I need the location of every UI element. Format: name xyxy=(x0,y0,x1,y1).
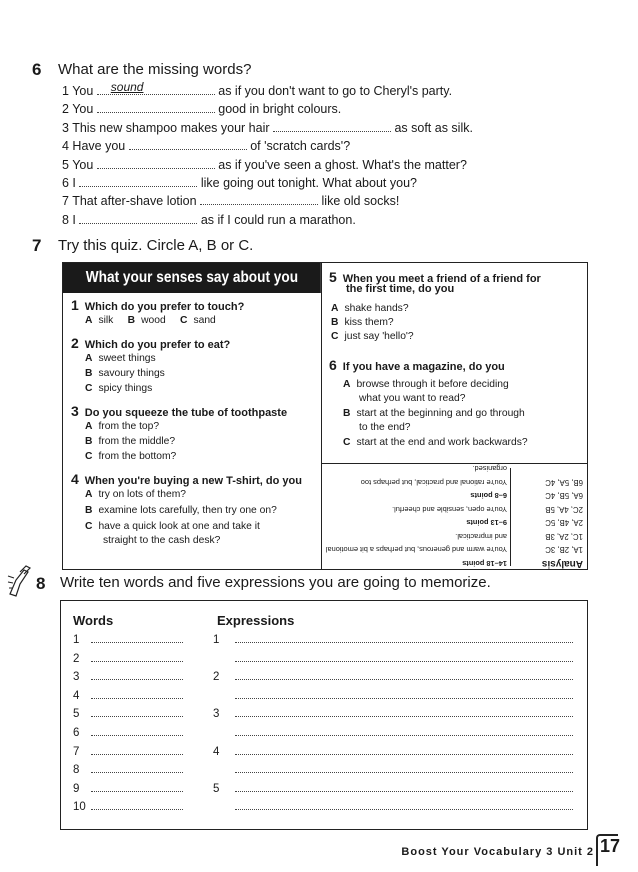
word-input-line[interactable] xyxy=(91,745,183,755)
page-number: 17 xyxy=(600,836,621,856)
word-input-line[interactable] xyxy=(91,689,183,699)
question-5-option-c[interactable]: C just say 'hello'? xyxy=(331,331,414,342)
question-2-option-a[interactable]: A sweet things xyxy=(85,353,156,364)
word-input-line[interactable] xyxy=(91,726,183,736)
exercise-6-title: What are the missing words? xyxy=(58,61,252,78)
word-row: 5 xyxy=(73,707,183,720)
word-row: 2 xyxy=(73,652,183,665)
blank-answer-field[interactable]: sound xyxy=(97,85,215,95)
footer-title: Boost Your Vocabulary 3 Unit 2 xyxy=(401,846,594,858)
expression-row xyxy=(213,652,573,665)
exercise-6-number: 6 xyxy=(32,60,42,79)
expression-input-line[interactable] xyxy=(235,652,573,662)
expression-row: 5 xyxy=(213,782,573,795)
analysis-results: 14–18 points You're warm and generous, but perhaps a bit emotional and impractical. 9–13 points You're open, sensible and cheerful. 6–8 points You're rational and practical, but perhaps too organised. xyxy=(325,464,507,568)
question-4-option-c-cont: straight to the cash desk? xyxy=(103,535,221,546)
question-5: 5 When you meet a friend of a friend for xyxy=(329,269,541,285)
expression-row: 3 xyxy=(213,707,573,720)
question-5-cont: the first time, do you xyxy=(346,283,455,295)
question-4: 4 When you're buying a new T-shirt, do you xyxy=(71,471,302,487)
blank-answer-field[interactable] xyxy=(273,122,391,132)
word-input-line[interactable] xyxy=(91,800,183,810)
word-row: 3 xyxy=(73,670,183,683)
exercise-6-line: 4 Have you of 'scratch cards'? xyxy=(62,139,351,154)
exercise-7-title: Try this quiz. Circle A, B or C. xyxy=(58,237,254,254)
word-row: 4 xyxy=(73,689,183,702)
exercise-6-line: 6 I like going out tonight. What about you? xyxy=(62,176,417,190)
question-4-option-c[interactable]: C have a quick look at one and take it xyxy=(85,521,260,532)
expression-input-line[interactable] xyxy=(235,689,573,699)
expression-input-line[interactable] xyxy=(235,800,573,810)
question-3-option-a[interactable]: A from the top? xyxy=(85,421,160,432)
exercise-8-title: Write ten words and five expressions you are going to memorize. xyxy=(60,574,491,591)
question-6: 6 If you have a magazine, do you xyxy=(329,357,505,373)
expression-row: 1 xyxy=(213,633,573,646)
exercise-6-line: 1 You sound as if you don't want to go to Cheryl's party. xyxy=(62,80,453,98)
question-4-option-b[interactable]: B examine lots carefully, then try one on? xyxy=(85,505,277,516)
quiz-title: What your senses say about you xyxy=(63,263,321,293)
expression-row xyxy=(213,800,573,813)
blank-answer-field[interactable] xyxy=(97,103,215,113)
question-1-options[interactable]: A silk B wood C sand xyxy=(85,315,216,326)
blank-answer-field[interactable] xyxy=(79,177,197,187)
word-row: 6 xyxy=(73,726,183,739)
exercise-6-line: 7 That after-shave lotion like old socks! xyxy=(62,194,400,209)
word-row: 10 xyxy=(73,800,183,813)
word-row: 9 xyxy=(73,782,183,795)
blank-answer-field[interactable] xyxy=(97,159,215,169)
exercise-6-line: 8 I as if I could run a marathon. xyxy=(62,212,356,227)
word-input-line[interactable] xyxy=(91,633,183,643)
pen-hand-icon xyxy=(6,564,34,598)
expression-input-line[interactable] xyxy=(235,745,573,755)
exercise-6-line: 3 This new shampoo makes your hair as soft as silk. xyxy=(62,120,473,135)
question-4-option-a[interactable]: A try on lots of them? xyxy=(85,489,187,500)
word-input-line[interactable] xyxy=(91,782,183,792)
question-5-option-a[interactable]: A shake hands? xyxy=(331,303,409,314)
question-3-option-b[interactable]: B from the middle? xyxy=(85,436,176,447)
analysis-keys: Analysis 1A, 2B, 3C 1C, 2A, 3B 2A, 4B, 5C 2C, 4A, 5B 6A, 5B, 4C 6B, 5A, 4C xyxy=(541,478,583,569)
blank-answer-field[interactable] xyxy=(79,214,197,224)
question-2: 2 Which do you prefer to eat? xyxy=(71,335,231,351)
question-2-option-b[interactable]: B savoury things xyxy=(85,368,165,379)
expression-row: 4 xyxy=(213,745,573,758)
exercise-8-number: 8 xyxy=(36,574,46,593)
word-input-line[interactable] xyxy=(91,763,183,773)
word-row: 7 xyxy=(73,745,183,758)
analysis-box xyxy=(321,463,587,570)
vocabulary-table xyxy=(60,600,588,830)
expression-input-line[interactable] xyxy=(235,763,573,773)
blank-answer-field[interactable] xyxy=(200,195,318,205)
question-6-option-b[interactable]: B start at the beginning and go through xyxy=(343,408,525,419)
expression-input-line[interactable] xyxy=(235,707,573,717)
question-1: 1 Which do you prefer to touch? xyxy=(71,297,245,313)
exercise-6-line: 5 You as if you've seen a ghost. What's the matter? xyxy=(62,157,467,172)
expression-row: 2 xyxy=(213,670,573,683)
question-5-option-b[interactable]: B kiss them? xyxy=(331,317,394,328)
question-6-option-a-cont: what you want to read? xyxy=(359,393,466,404)
exercise-6-line: 2 You good in bright colours. xyxy=(62,102,342,117)
question-3: 3 Do you squeeze the tube of toothpaste xyxy=(71,403,288,419)
question-2-option-c[interactable]: C spicy things xyxy=(85,383,153,394)
expressions-header: Expressions xyxy=(217,613,295,628)
expression-input-line[interactable] xyxy=(235,670,573,680)
question-6-option-a[interactable]: A browse through it before deciding xyxy=(343,379,509,390)
exercise-7-number: 7 xyxy=(32,236,42,255)
expression-input-line[interactable] xyxy=(235,633,573,643)
expression-row xyxy=(213,689,573,702)
question-3-option-c[interactable]: C from the bottom? xyxy=(85,451,177,462)
question-6-option-c[interactable]: C start at the end and work backwards? xyxy=(343,437,528,448)
word-input-line[interactable] xyxy=(91,652,183,662)
expression-input-line[interactable] xyxy=(235,782,573,792)
quiz-box xyxy=(62,262,588,570)
words-header: Words xyxy=(73,613,114,628)
blank-answer-field[interactable] xyxy=(129,140,247,150)
word-input-line[interactable] xyxy=(91,707,183,717)
word-input-line[interactable] xyxy=(91,670,183,680)
expression-row xyxy=(213,763,573,776)
expression-row xyxy=(213,726,573,739)
question-6-option-b-cont: to the end? xyxy=(359,422,411,433)
word-row: 8 xyxy=(73,763,183,776)
word-row: 1 xyxy=(73,633,183,646)
expression-input-line[interactable] xyxy=(235,726,573,736)
